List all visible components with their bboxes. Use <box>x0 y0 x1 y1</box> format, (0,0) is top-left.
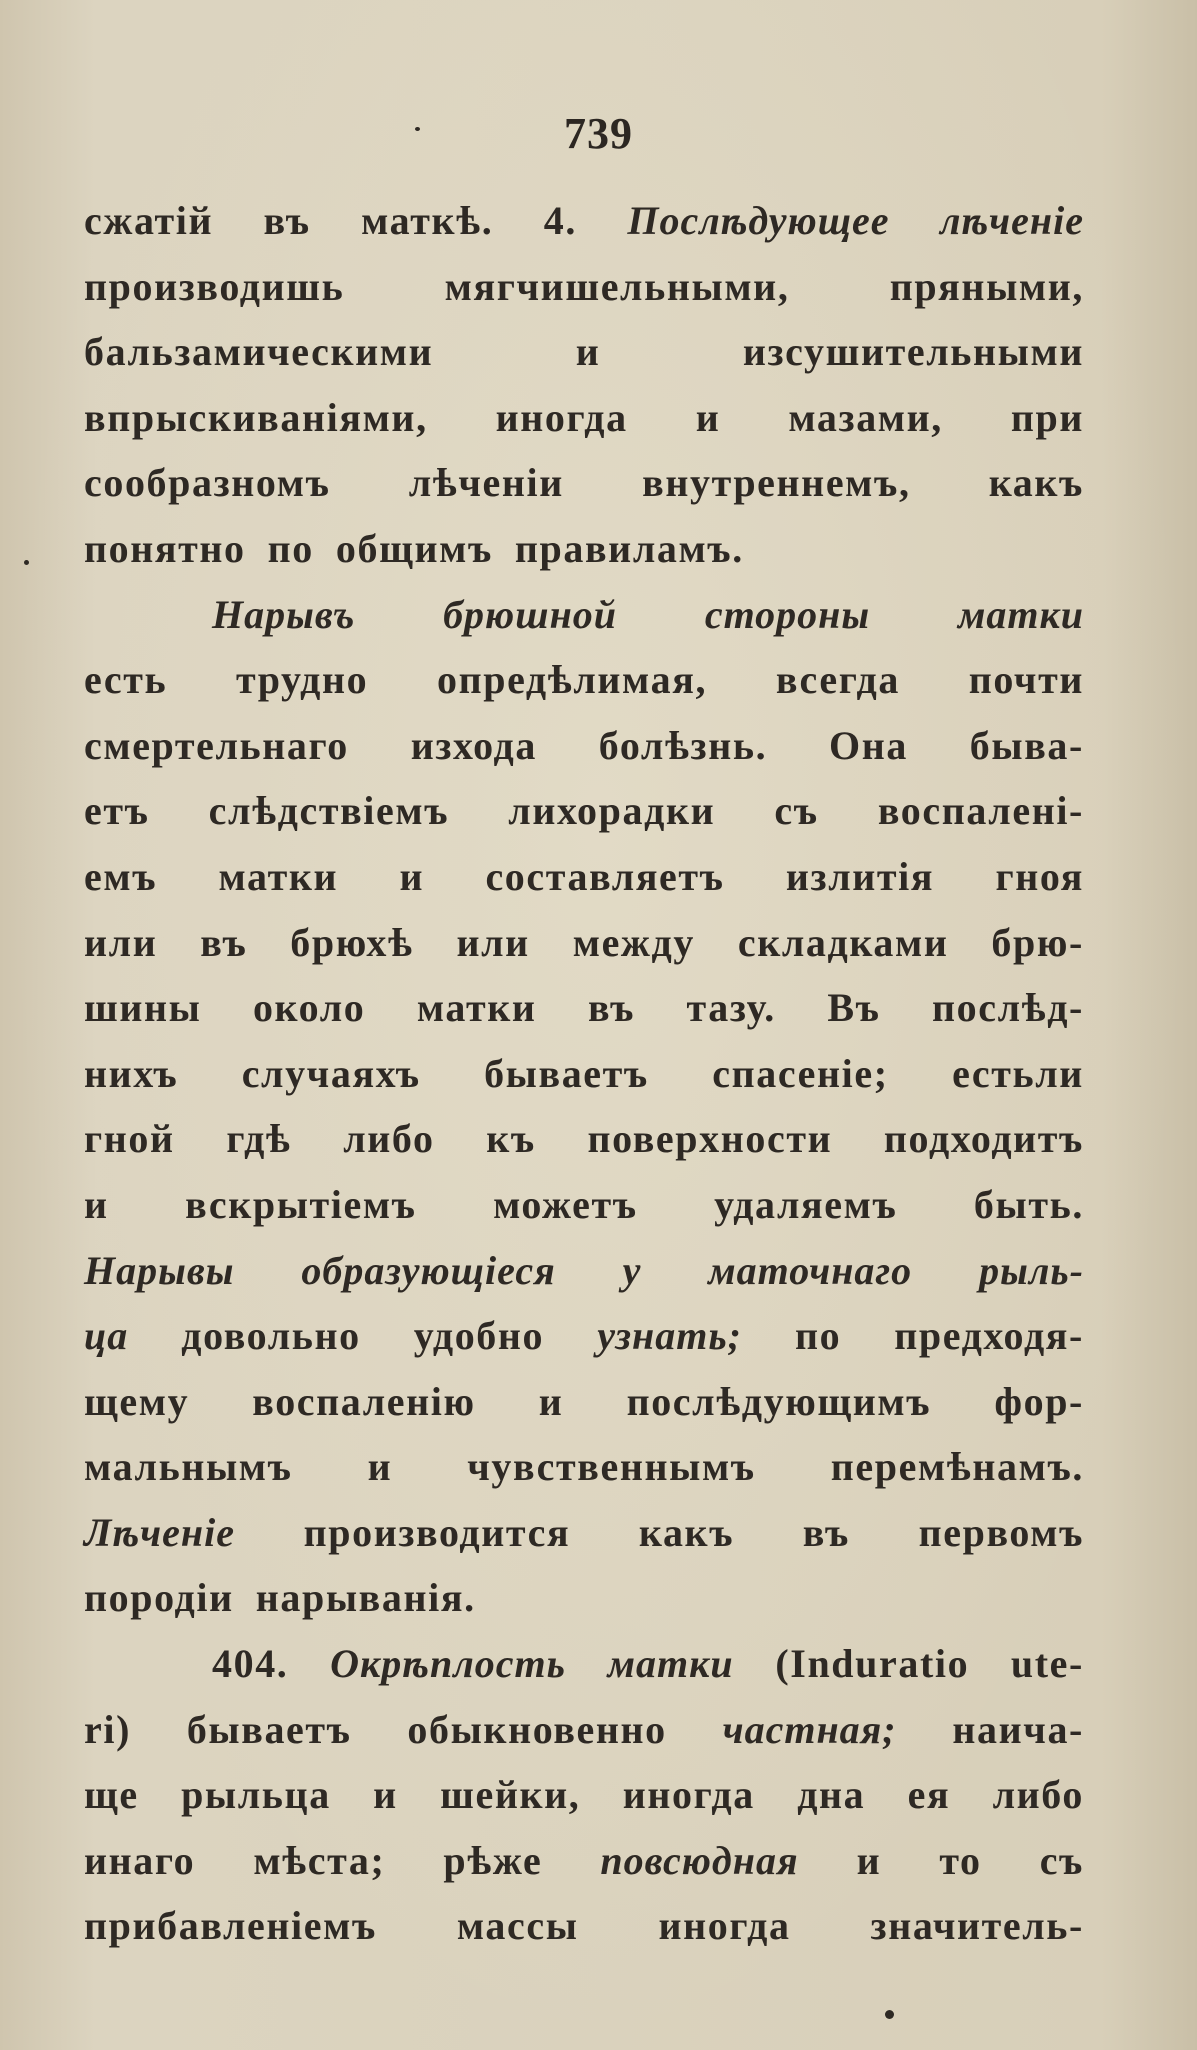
word: иногда <box>658 1903 791 1949</box>
word: фор- <box>994 1378 1084 1424</box>
text-line <box>84 254 1084 320</box>
word: нарыванія. <box>255 1575 476 1621</box>
word: и <box>367 1444 393 1490</box>
word: спасеніе; <box>712 1050 889 1096</box>
word: впрыскиваніями, <box>84 394 428 440</box>
text-line <box>84 1238 1084 1304</box>
word: случаяхъ <box>241 1050 421 1096</box>
word: гдѣ <box>226 1116 292 1162</box>
word: либо <box>992 1772 1084 1818</box>
word: шины <box>84 985 202 1031</box>
text-line <box>84 1172 1084 1238</box>
word: инаго <box>84 1837 196 1883</box>
word: воспалені- <box>877 788 1084 834</box>
text-line <box>84 1631 1084 1697</box>
word: излитія <box>785 853 935 899</box>
word: либо <box>343 1116 435 1162</box>
word: перемѣнамъ. <box>830 1444 1084 1490</box>
word: какъ <box>988 460 1084 506</box>
word: иногда <box>495 394 628 440</box>
word: по <box>267 525 314 571</box>
word: обыкновенно <box>407 1706 667 1752</box>
word: трудно <box>235 657 369 703</box>
word: емъ <box>84 853 158 899</box>
word: первомъ <box>918 1509 1084 1555</box>
text-line <box>84 647 1084 713</box>
italic-word: Нарывъ <box>212 591 356 637</box>
word: прибавленіемъ <box>84 1903 377 1949</box>
word: ri) <box>84 1706 131 1752</box>
word: можетъ <box>493 1181 638 1227</box>
text-line <box>84 516 1084 582</box>
word: то <box>939 1837 982 1883</box>
word: щему <box>84 1378 190 1424</box>
word: ея <box>907 1772 951 1818</box>
italic-word: Окрѣплость <box>330 1641 566 1687</box>
italic-word: матки <box>957 591 1084 637</box>
text-line <box>84 1697 1084 1763</box>
word: всегда <box>775 657 900 703</box>
word: удобно <box>413 1313 545 1359</box>
word: воспаленію <box>252 1378 476 1424</box>
italic-word: Нарывы <box>84 1247 235 1293</box>
italic-word: ца <box>84 1313 129 1359</box>
word: быва- <box>969 722 1084 768</box>
word: чувственнымъ <box>467 1444 756 1490</box>
text-line <box>84 1303 1084 1369</box>
text-line <box>84 1762 1084 1828</box>
ink-speck <box>885 2010 894 2019</box>
text-line <box>84 1369 1084 1435</box>
word: въ <box>200 919 248 965</box>
word: и <box>695 394 721 440</box>
word: наича- <box>952 1706 1084 1752</box>
word: изсушительными <box>742 329 1084 375</box>
text-line <box>84 1565 1084 1631</box>
word: матки <box>218 853 339 899</box>
word: и <box>575 329 601 375</box>
word: шейки, <box>440 1772 581 1818</box>
text-line <box>84 450 1084 516</box>
word: лихорадки <box>508 788 716 834</box>
word: етъ <box>84 788 150 834</box>
word: составляетъ <box>485 853 725 899</box>
text-line <box>84 1893 1084 1959</box>
word: мягчишельными, <box>444 263 790 309</box>
text-line <box>84 319 1084 385</box>
italic-word: брюшной <box>443 591 618 637</box>
word: правиламъ. <box>514 525 744 571</box>
text-line <box>84 1041 1084 1107</box>
word: между <box>572 919 695 965</box>
text-line <box>84 1106 1084 1172</box>
text-line <box>84 188 1084 254</box>
word: и <box>84 1181 109 1227</box>
word: гной <box>84 1116 175 1162</box>
italic-word: лѣченіе <box>939 198 1084 243</box>
text-line <box>84 713 1084 779</box>
word: Въ <box>827 985 881 1031</box>
italic-word: матки <box>607 1641 734 1687</box>
italic-word: частная; <box>722 1706 897 1752</box>
word: послѣд- <box>931 985 1084 1031</box>
word: смертельнаго <box>84 722 349 768</box>
text-line <box>84 582 1084 648</box>
word: Она <box>829 722 908 768</box>
text-line <box>84 385 1084 451</box>
text-line <box>84 1434 1084 1500</box>
word: сообразномъ <box>84 460 331 506</box>
word: слѣдствіемъ <box>208 788 450 834</box>
ink-speck <box>24 560 29 565</box>
word: опредѣлимая, <box>436 657 708 703</box>
word: вскрытіемъ <box>185 1181 417 1227</box>
italic-word: Лѣченіе <box>84 1509 235 1555</box>
word: тазу. <box>686 985 776 1031</box>
word: ще <box>84 1772 139 1818</box>
word: 4. <box>543 198 577 243</box>
word: при <box>1010 394 1084 440</box>
italic-word: повсюдная <box>600 1837 799 1883</box>
word: нихъ <box>84 1050 179 1096</box>
word: матки <box>416 985 537 1031</box>
word: послѣдующимъ <box>626 1378 932 1424</box>
word: естьли <box>952 1050 1084 1096</box>
word: поверхности <box>587 1116 833 1162</box>
page-number: 739 <box>564 109 633 158</box>
word: въ <box>587 985 636 1031</box>
word: къ <box>486 1116 536 1162</box>
word: производишь <box>84 263 345 309</box>
word: ute- <box>1010 1641 1084 1687</box>
word: въ <box>802 1509 850 1555</box>
word: и <box>856 1837 882 1883</box>
word: съ <box>774 788 819 834</box>
word: удаляемъ <box>714 1181 898 1227</box>
italic-word: Послѣдующее <box>627 198 890 243</box>
body-text <box>84 188 1084 1959</box>
word: брюхѣ <box>290 919 414 965</box>
text-line <box>84 844 1084 910</box>
word: и <box>373 1772 398 1818</box>
word: бываетъ <box>484 1050 649 1096</box>
word: подходитъ <box>883 1116 1084 1162</box>
word: болѣзнь. <box>598 722 768 768</box>
word: бываетъ <box>186 1706 352 1752</box>
word: бальзамическими <box>84 329 434 375</box>
word: гноя <box>995 853 1084 899</box>
word: или <box>84 919 158 965</box>
word: или <box>456 919 530 965</box>
word: складками <box>737 919 949 965</box>
word: (Induratio <box>775 1641 970 1687</box>
text-line <box>84 1828 1084 1894</box>
italic-word: образующіеся <box>301 1247 556 1293</box>
word: и <box>538 1378 564 1424</box>
text-line <box>84 1500 1084 1566</box>
word: общимъ <box>335 525 493 571</box>
word: сжатій <box>84 198 214 243</box>
word: массы <box>456 1903 579 1949</box>
word: какъ <box>638 1509 735 1555</box>
word: рѣже <box>443 1837 543 1883</box>
word: около <box>252 985 366 1031</box>
word: довольно <box>181 1313 361 1359</box>
word: породіи <box>84 1575 234 1621</box>
italic-word: узнать; <box>597 1313 742 1359</box>
word: маткѣ. <box>361 198 494 243</box>
word: иногда <box>622 1772 755 1818</box>
word: изхода <box>410 722 537 768</box>
word: дна <box>797 1772 866 1818</box>
word: быть. <box>973 1181 1084 1227</box>
word: производится <box>303 1509 571 1555</box>
text-line <box>84 975 1084 1041</box>
word: почти <box>968 657 1084 703</box>
italic-word: у <box>622 1247 642 1293</box>
word: и <box>399 853 425 899</box>
word: внутреннемъ, <box>642 460 911 506</box>
word: брю- <box>991 919 1084 965</box>
word: предходя- <box>894 1313 1084 1359</box>
italic-word: рыль- <box>979 1247 1084 1293</box>
italic-word: стороны <box>704 591 871 637</box>
word: мальнымъ <box>84 1444 293 1490</box>
word: 404. <box>212 1641 289 1687</box>
word: съ <box>1039 1837 1084 1883</box>
word: лѣченіи <box>408 460 564 506</box>
word: значитель- <box>870 1903 1084 1949</box>
word: есть <box>84 657 168 703</box>
word: мѣста; <box>253 1837 386 1883</box>
word: мазами, <box>788 394 943 440</box>
text-line <box>84 910 1084 976</box>
ink-speck <box>415 127 420 131</box>
italic-word: маточнаго <box>708 1247 913 1293</box>
word: пряными, <box>889 263 1084 309</box>
word: по <box>795 1313 842 1359</box>
text-line <box>84 778 1084 844</box>
word: въ <box>263 198 311 243</box>
word: рыльца <box>181 1772 331 1818</box>
word: понятно <box>84 525 246 571</box>
